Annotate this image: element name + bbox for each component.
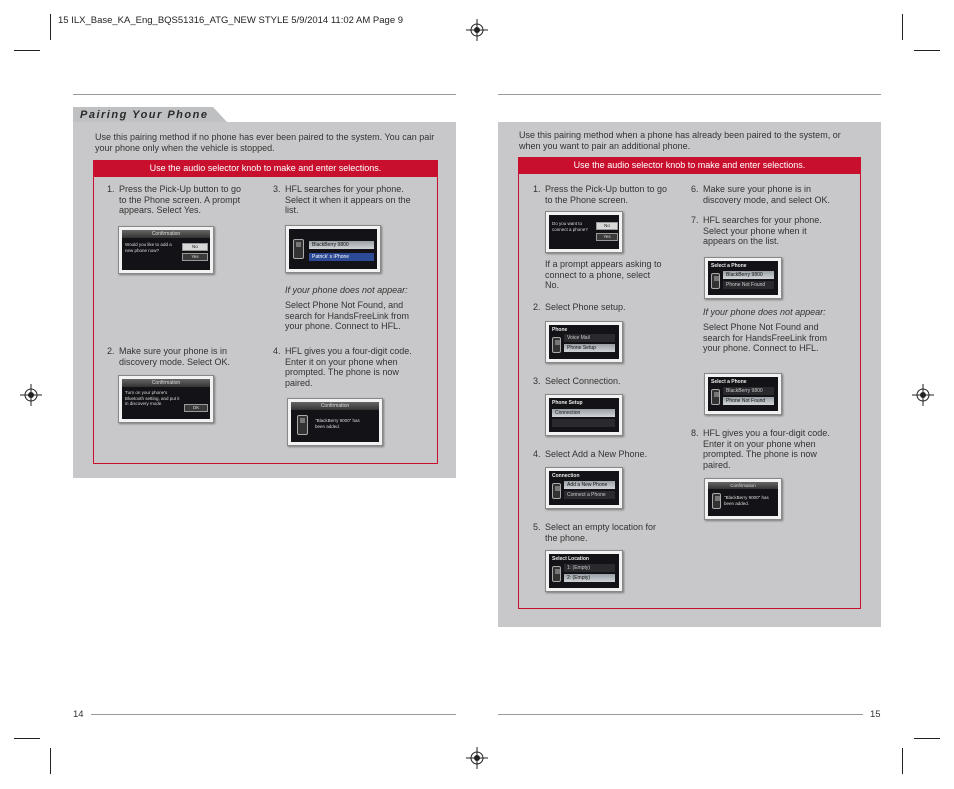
screen-title: Phone Setup: [552, 400, 583, 406]
screen-title: Confirmation: [151, 380, 181, 386]
step-text: Press the Pick-Up button to go to the Phone screen. A prompt appears. Select Yes.: [119, 184, 242, 215]
page-number-left: 14: [73, 709, 84, 720]
step-text: HFL gives you a four-digit code. Enter it on your phone when prompted. The phone is now paired.: [703, 428, 830, 470]
screen-display: [549, 398, 619, 432]
registration-mark-icon: [20, 384, 42, 406]
page-number-right: 15: [870, 709, 881, 720]
step-text: Select an empty location for the phone.: [545, 522, 657, 543]
right-intro: Use this pairing method when a phone has already been paired to the system, or when you want to pair an additional phone.: [519, 130, 841, 151]
step-number: 5.: [533, 522, 541, 532]
bottom-rule-left: [91, 714, 456, 715]
screen-list-item: Voice Mail: [564, 334, 615, 342]
page-heading: Pairing Your Phone: [80, 109, 209, 121]
screen-text: Turn on your phone's Bluetooth setting, and put it in discovery mode.: [125, 390, 180, 406]
screen-no-button: No: [182, 243, 208, 251]
screen-title-bar: [291, 402, 379, 410]
screen-list-item: [552, 419, 615, 427]
screen-confirmation-discovery: [118, 375, 214, 423]
print-slug: 15 ILX_Base_KA_Eng_BQS51316_ATG_NEW STYLE 5/9/2014 11:02 AM Page 9: [58, 15, 404, 26]
left-not-appear-heading: If your phone does not appear:: [285, 285, 408, 295]
bottom-rule-right: [498, 714, 863, 715]
screen-title-bar: [708, 482, 778, 489]
screen-title: Select Location: [552, 556, 589, 562]
screen-ok-button: OK: [184, 404, 208, 412]
top-rule-left: [73, 94, 456, 95]
right-step-2: [533, 302, 673, 313]
step-text: Press the Pick-Up button to go to the Phone screen.: [545, 184, 668, 205]
left-step-2: [107, 346, 252, 367]
left-step-1: [107, 184, 247, 216]
screen-list-item-selected: BlackBerry 9800: [723, 271, 774, 279]
right-not-appear-text: Select Phone Not Found and search for HandsFreeLink from your phone. Connect to HFL.: [703, 322, 828, 353]
step-text: HFL searches for your phone. Select your phone when it appears on the list.: [703, 215, 822, 246]
screen-title: Confirmation: [151, 231, 181, 237]
step-number: 2.: [533, 302, 541, 312]
screen-display: [549, 471, 619, 505]
screen-title: Select a Phone: [711, 379, 747, 385]
screen-display: [708, 377, 778, 411]
left-step-3: [273, 184, 423, 216]
screen-yes-button: Yes: [596, 233, 618, 241]
screen-select-location: [545, 550, 623, 592]
top-rule-right: [498, 94, 881, 95]
registration-mark-icon: [466, 747, 488, 769]
right-not-appear-heading: If your phone does not appear:: [703, 307, 826, 317]
screen-title: Confirmation: [320, 403, 350, 409]
step-number: 3.: [273, 184, 281, 194]
screen-connection: [545, 467, 623, 509]
right-prompt-note: If a prompt appears asking to connect to a phone, select No.: [545, 259, 662, 290]
screen-connect-prompt: [545, 211, 623, 253]
screen-display: [708, 261, 778, 295]
screen-title: Select a Phone: [711, 263, 747, 269]
screen-select-a-phone: [704, 257, 782, 299]
left-not-appear-text: Select Phone Not Found, and search for HandsFreeLink from your phone. Connect to HFL.: [285, 300, 410, 331]
right-step-6: [691, 184, 851, 205]
crop-mark: [50, 748, 51, 774]
step-text: HFL searches for your phone. Select it when it appears on the list.: [285, 184, 411, 215]
phone-icon: [711, 273, 720, 289]
step-text: Select Connection.: [545, 376, 621, 386]
screen-text: "BlackBerry 9000" has been added.: [315, 418, 360, 429]
screen-display: [708, 482, 778, 516]
phone-icon: [297, 415, 308, 435]
screen-list-item: BlackBerry 9800: [723, 387, 774, 395]
screen-display: [291, 402, 379, 442]
screen-list-item-selected: Patrick' s iPhone: [309, 253, 374, 261]
step-number: 1.: [533, 184, 541, 194]
screen-phone-search-list: [285, 225, 381, 273]
screen-title: Confirmation: [730, 483, 756, 488]
screen-title: Connection: [552, 473, 580, 479]
crop-mark: [902, 748, 903, 774]
registration-mark-icon: [466, 19, 488, 41]
step-number: 7.: [691, 215, 699, 225]
screen-list-item-selected: Connection: [552, 409, 615, 417]
screen-list-item: 1: (Empty): [564, 564, 615, 572]
step-text: Select Phone setup.: [545, 302, 626, 312]
screen-list-item-selected: Phone Setup: [564, 344, 615, 352]
right-step-3: [533, 376, 673, 387]
phone-icon: [552, 483, 561, 499]
left-intro: Use this pairing method if no phone has ever been paired to the system. You can pair your phone only when the vehicle is stopped.: [95, 132, 435, 153]
screen-display: [549, 554, 619, 588]
right-step-7: [691, 215, 841, 247]
crop-mark: [50, 14, 51, 40]
screen-text: Would you like to add a new phone now?: [125, 242, 172, 253]
step-number: 1.: [107, 184, 115, 194]
step-text: Make sure your phone is in discovery mode. Select OK.: [119, 346, 231, 367]
crop-mark: [914, 738, 940, 739]
screen-text: "BlackBerry 9000" has been added.: [724, 495, 769, 506]
screen-phone-menu: [545, 321, 623, 363]
screen-list-item: Phone Not Found: [723, 281, 774, 289]
screen-phone-setup: [545, 394, 623, 436]
screen-list-item: BlackBerry 9800: [309, 241, 374, 249]
screen-display: [122, 379, 210, 419]
phone-icon: [712, 493, 721, 509]
screen-title-bar: [122, 379, 210, 387]
screen-select-a-phone-not-found: [704, 373, 782, 415]
screen-yes-button: Yes: [182, 253, 208, 261]
right-step-4: [533, 449, 673, 460]
screen-list-item: Connect a Phone: [564, 491, 615, 499]
left-instruction-bar: Use the audio selector knob to make and enter selections.: [93, 160, 438, 177]
screen-display: [122, 230, 210, 270]
phone-icon: [552, 337, 561, 353]
step-text: Make sure your phone is in discovery mode, and select OK.: [703, 184, 831, 205]
step-text: Select Add a New Phone.: [545, 449, 648, 459]
right-step-1: [533, 184, 673, 205]
phone-icon: [293, 239, 304, 259]
step-number: 6.: [691, 184, 699, 194]
crop-mark: [14, 50, 40, 51]
crop-mark: [914, 50, 940, 51]
step-number: 8.: [691, 428, 699, 438]
registration-mark-icon: [912, 384, 934, 406]
step-number: 4.: [533, 449, 541, 459]
crop-mark: [14, 738, 40, 739]
screen-display: [289, 229, 377, 269]
right-instruction-bar: Use the audio selector knob to make and enter selections.: [518, 157, 861, 174]
screen-title: Phone: [552, 327, 568, 333]
screen-phone-added-right: [704, 478, 782, 520]
step-text: HFL gives you a four-digit code. Enter it on your phone when prompted. The phone is now paired.: [285, 346, 412, 388]
screen-no-button: No: [596, 222, 618, 230]
screen-phone-added: [287, 398, 383, 446]
screen-display: [549, 215, 619, 249]
right-step-5: [533, 522, 663, 543]
screen-display: [549, 325, 619, 359]
left-step-4: [273, 346, 421, 388]
screen-list-item-selected: 2: (Empty): [564, 574, 615, 582]
phone-icon: [711, 389, 720, 405]
screen-text: Do you want to connect a phone?: [552, 221, 588, 232]
screen-confirmation-add-phone: [118, 226, 214, 274]
step-number: 3.: [533, 376, 541, 386]
step-number: 2.: [107, 346, 115, 356]
screen-title-bar: [122, 230, 210, 238]
right-step-8: [691, 428, 841, 470]
phone-icon: [552, 566, 561, 582]
step-number: 4.: [273, 346, 281, 356]
screen-list-item-selected: Add a New Phone: [564, 481, 615, 489]
screen-list-item-selected: Phone Not Found: [723, 397, 774, 405]
crop-mark: [902, 14, 903, 40]
